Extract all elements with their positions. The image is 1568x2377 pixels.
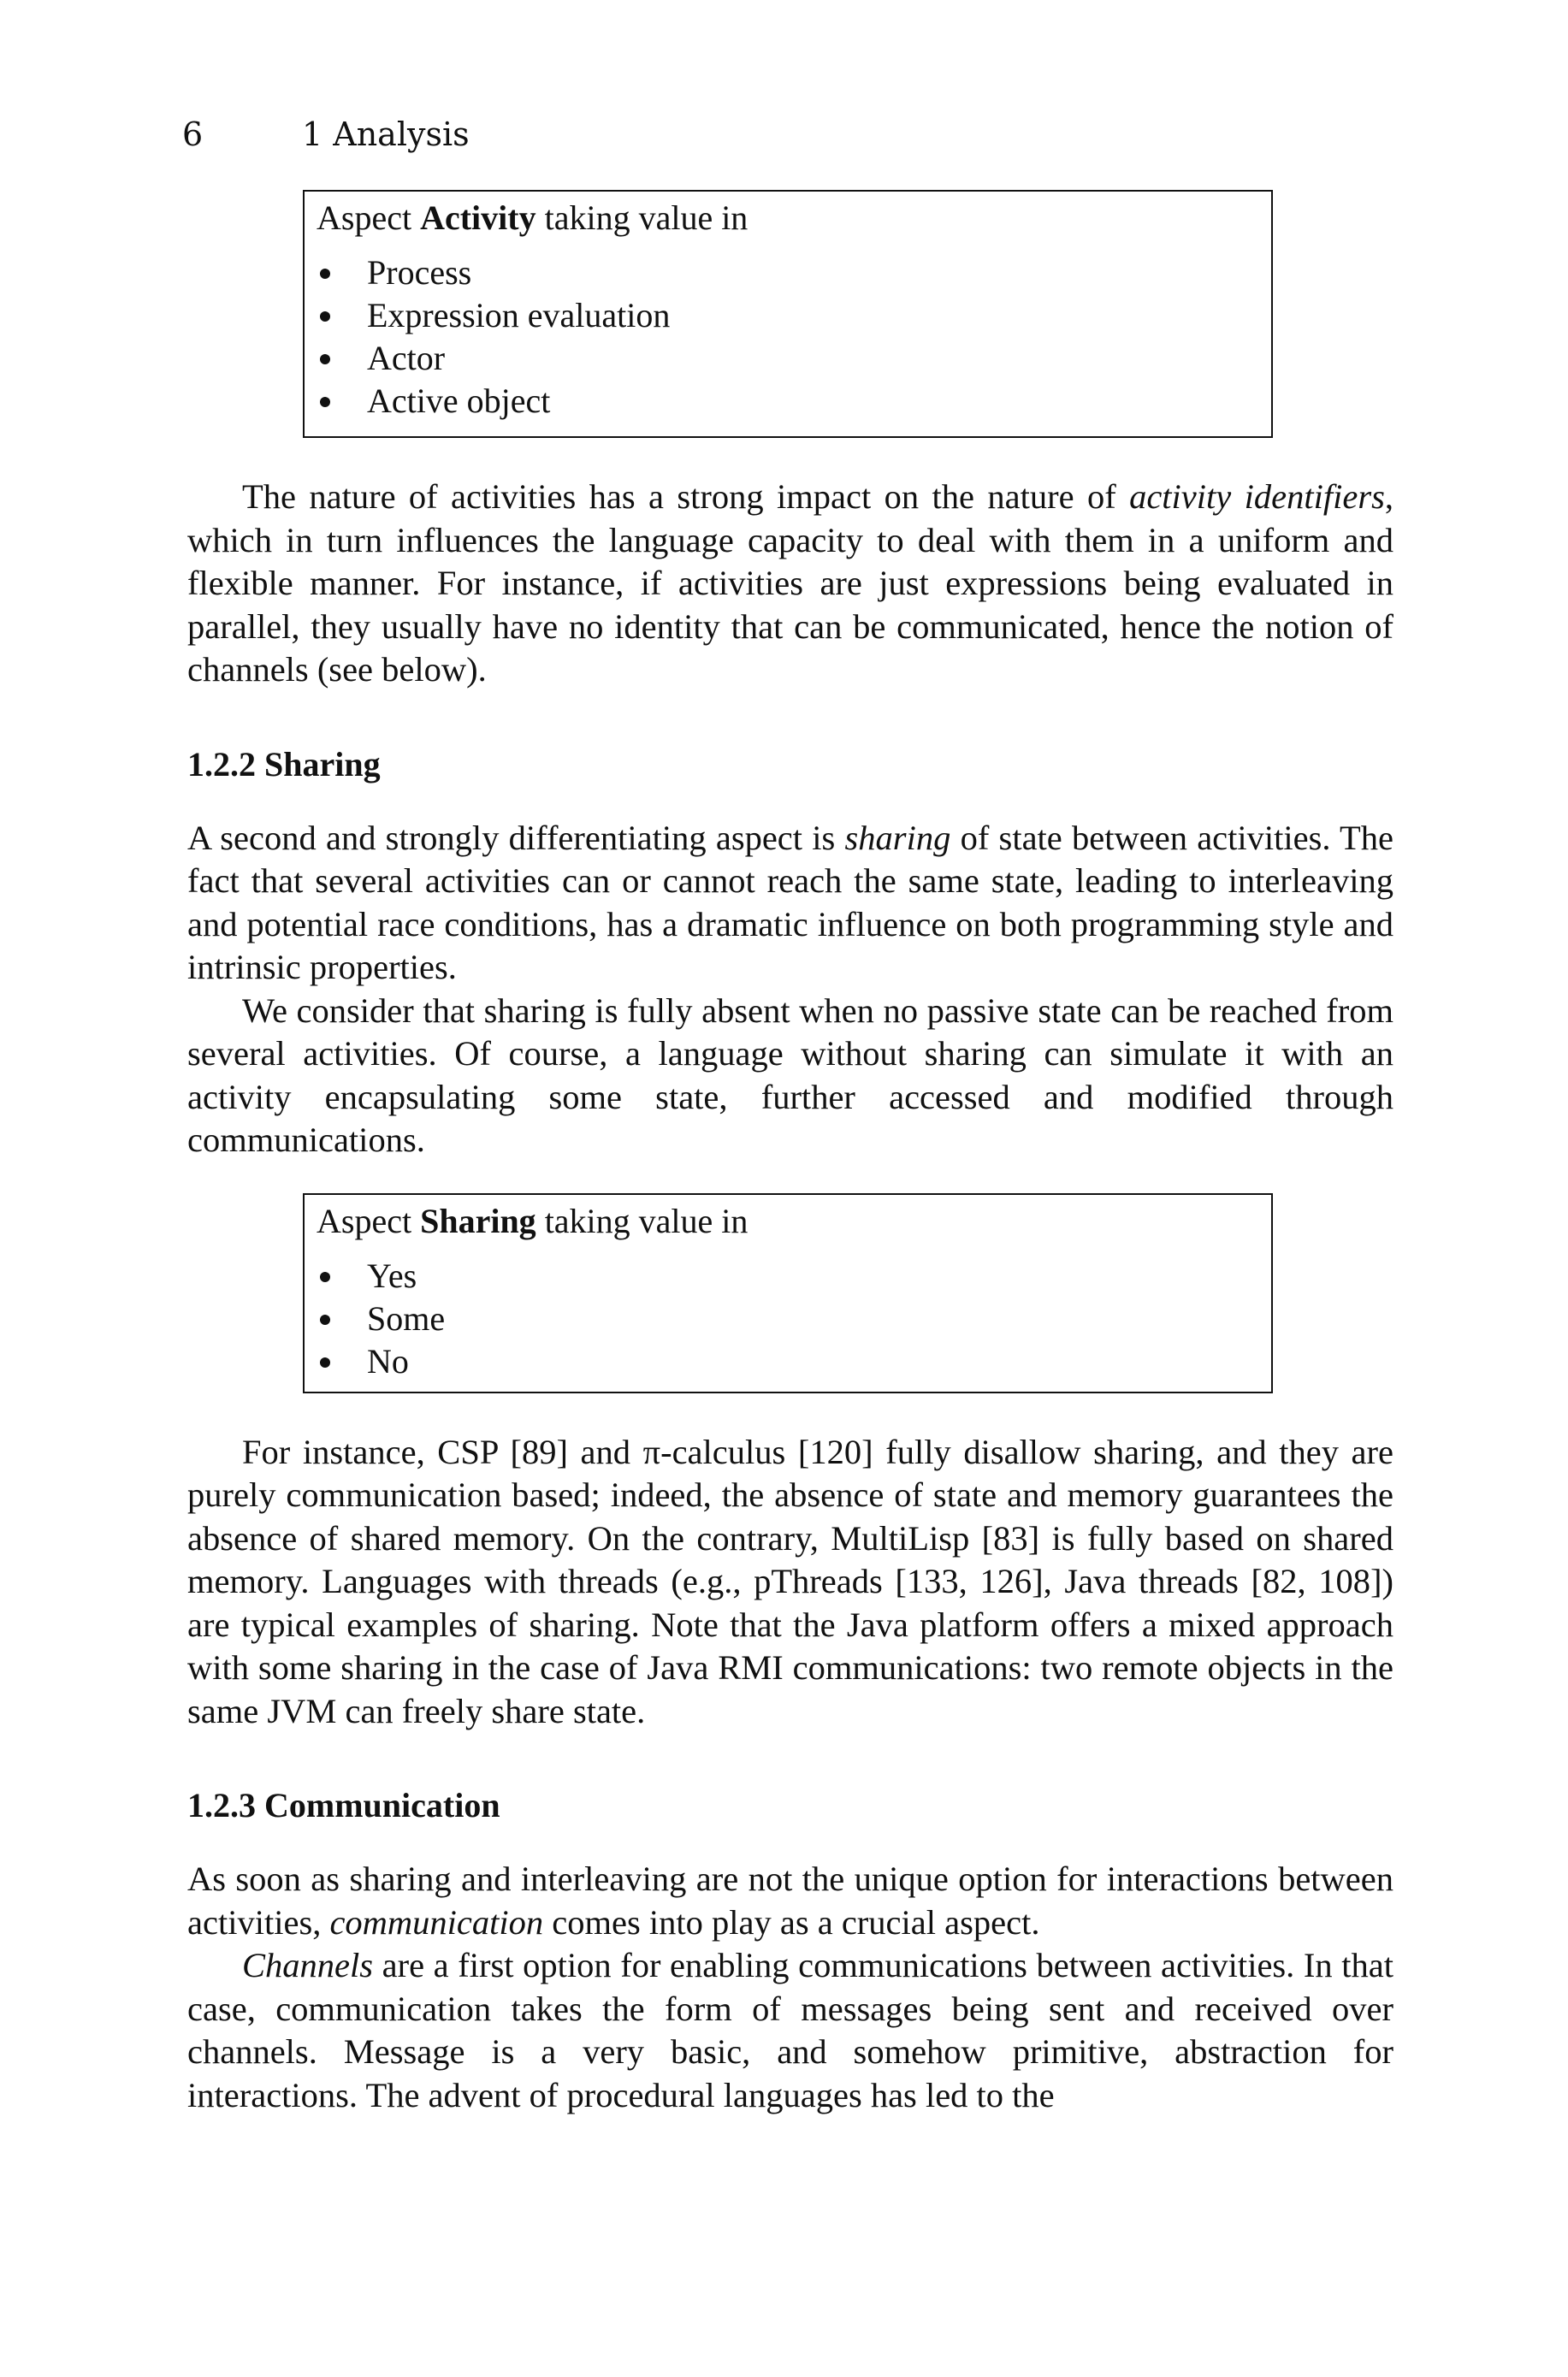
activity-values-list — [317, 251, 1261, 423]
list-item: Active object — [317, 380, 1261, 423]
activity-aspect-heading: Aspect Activity taking value in — [317, 198, 748, 237]
running-head — [182, 115, 470, 153]
main-content — [187, 190, 1393, 2117]
list-item: Expression evaluation — [317, 294, 1261, 337]
list-item: No — [317, 1340, 1261, 1383]
channels-paragraph: Channels are a first option for enabling communications between activities. In that case, communication takes the form of messages being sent and received over channels. Message is a very basic, and somehow primitive, abstraction for interactions. The advent of procedural languages has led to the — [187, 1946, 1393, 2114]
sharing-intro-paragraph: A second and strongly differentiating aspect is sharing of state between activities. The fact that several activities can or cannot reach the same state, leading to interleaving and potential race conditions, has a dramatic influence on both programming style and intrinsic properties. — [187, 818, 1393, 986]
channels-term: Channels — [242, 1946, 374, 1984]
list-item: Yes — [317, 1255, 1261, 1298]
sharing-term: sharing — [844, 818, 951, 857]
sharing-examples-paragraph: For instance, CSP [89] and π-calculus [120] fully disallow sharing, and they are purely communication based; indeed, the absence of state and memory guarantees the absence of shared memory. On the contrary, MultiLisp [83] is fully based on shared memory. Languages with threads (e.g., pThreads [133, 126], Java threads [82, 108]) are typical examples of sharing. Note that the Java platform offers a mixed approach with some sharing in the case of Java RMI communications: two remote objects in the same JVM can freely share state. — [187, 1432, 1393, 1730]
chapter-title: 1 Analysis — [302, 115, 470, 153]
section-heading-sharing: 1.2.2 Sharing — [187, 744, 381, 783]
activity-aspect-box — [303, 190, 1273, 438]
communication-intro-paragraph: As soon as sharing and interleaving are not the unique option for interactions between activities, communication comes into play as a crucial aspect. — [187, 1860, 1393, 1942]
list-item: Process — [317, 251, 1261, 294]
activities-paragraph: The nature of activities has a strong impact on the nature of activity identifiers, which in turn influences the language capacity to deal with them in a uniform and flexible manner. For instance, if activities are just expressions being evaluated in parallel, they usually have no identity that can be communicated, hence the notion of channels (see below). — [187, 477, 1393, 689]
sharing-definition-paragraph: We consider that sharing is fully absent when no passive state can be reached from several activities. Of course, a language without sharing can simulate it with an activity encapsulating some state, further accessed and modified through communications. — [187, 990, 1393, 1159]
section-heading-communication: 1.2.3 Communication — [187, 1786, 500, 1824]
sharing-values-list — [317, 1255, 1261, 1383]
page-number: 6 — [182, 115, 204, 153]
communication-term: communication — [329, 1902, 544, 1942]
list-item: Actor — [317, 337, 1261, 380]
activity-aspect-name: Activity — [420, 198, 536, 237]
sharing-aspect-box — [303, 1193, 1273, 1393]
sharing-aspect-name: Sharing — [420, 1201, 536, 1240]
list-item: Some — [317, 1298, 1261, 1340]
sharing-aspect-heading: Aspect Sharing taking value in — [317, 1201, 748, 1240]
activity-identifiers-term: activity identifiers — [1129, 477, 1385, 516]
